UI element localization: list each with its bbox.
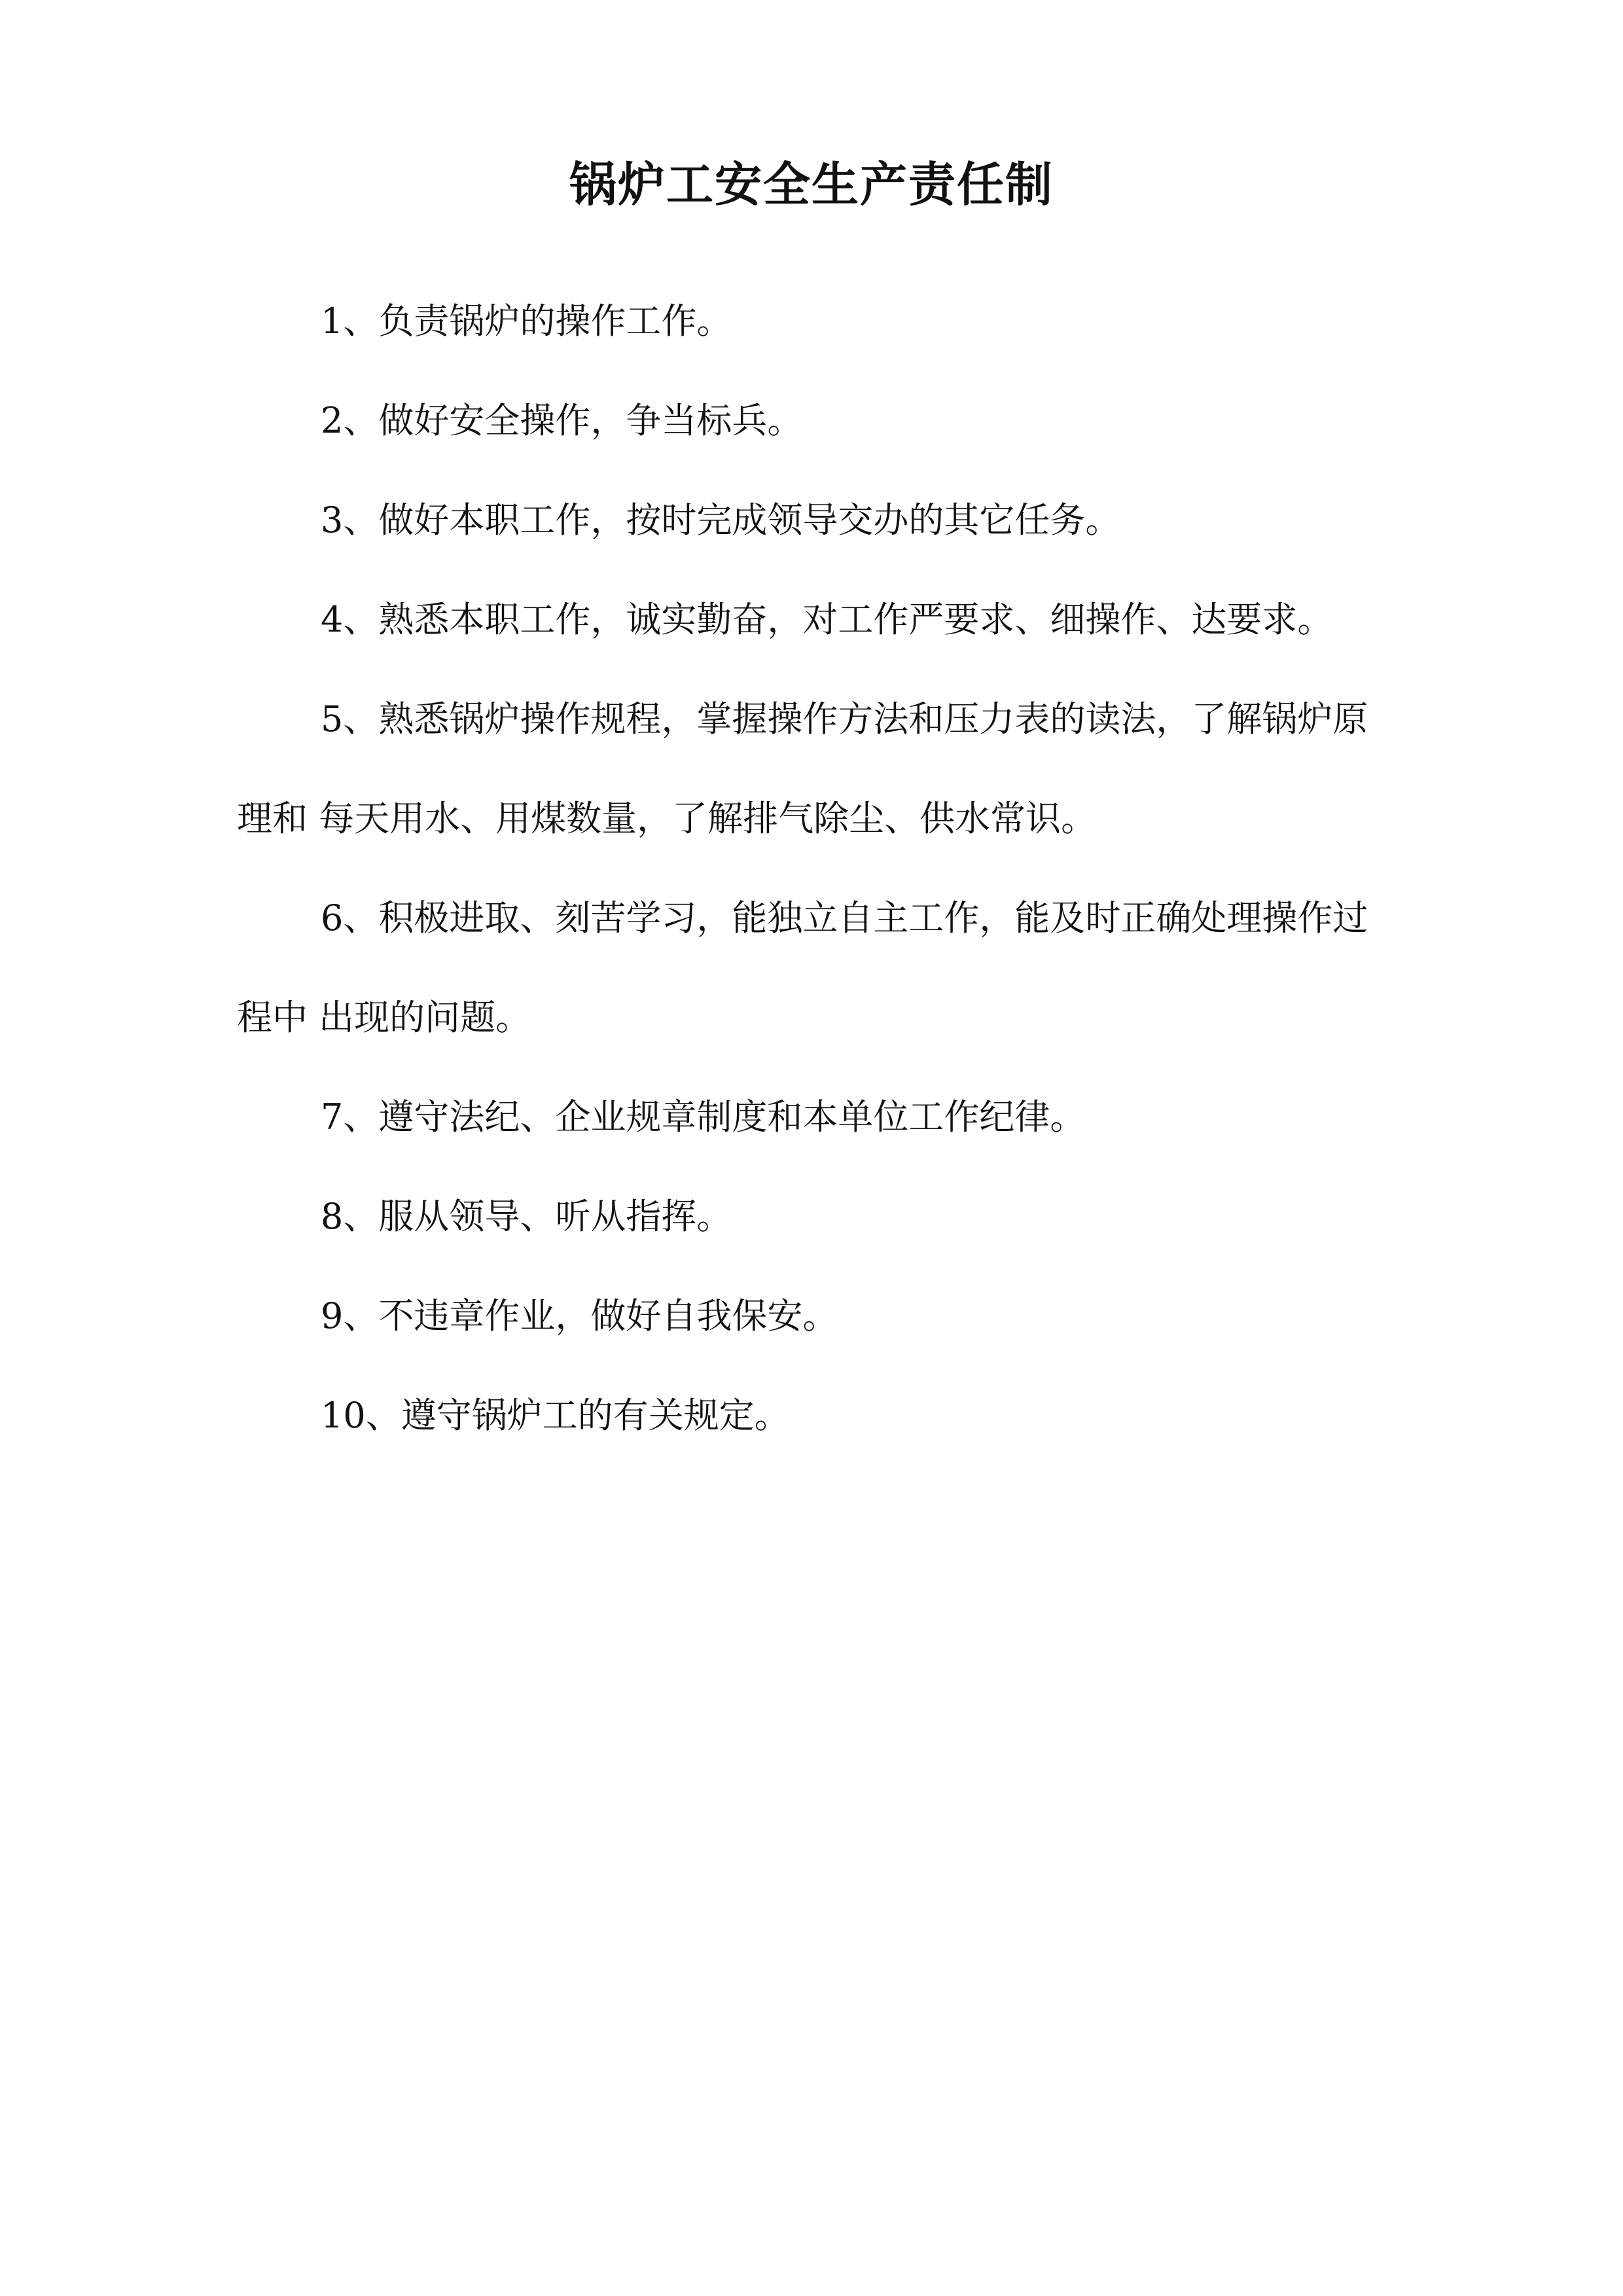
list-item: 10、遵守锅炉工的有关规定。 (321, 1395, 790, 1436)
document-body (237, 272, 1389, 1465)
list-item: 8、服从领导、听从指挥。 (321, 1196, 732, 1237)
list-item: 1、负责锅炉的操作工作。 (321, 300, 732, 342)
list-item: 2、做好安全操作，争当标兵。 (321, 400, 803, 441)
list-item: 6、积极进取、刻苦学习，能独立自主工作，能及时正确处理操作过程中 出现的问题。 (237, 897, 1368, 1038)
document-title: 锅炉工安全生产责任制 (569, 156, 1054, 212)
list-item: 7、遵守法纪、企业规章制度和本单位工作纪律。 (321, 1096, 1086, 1138)
list-item: 9、不违章作业，做好自我保安。 (321, 1295, 838, 1336)
list-item: 4、熟悉本职工作，诚实勤奋，对工作严要求、细操作、达要求。 (321, 599, 1333, 640)
list-item: 5、熟悉锅炉操作规程，掌握操作方法和压力表的读法，了解锅炉原理和 每天用水、用煤数量，了解排气除尘、供水常识。 (237, 698, 1368, 839)
list-item: 3、做好本职工作，按时完成领导交办的其它任务。 (321, 499, 1121, 541)
